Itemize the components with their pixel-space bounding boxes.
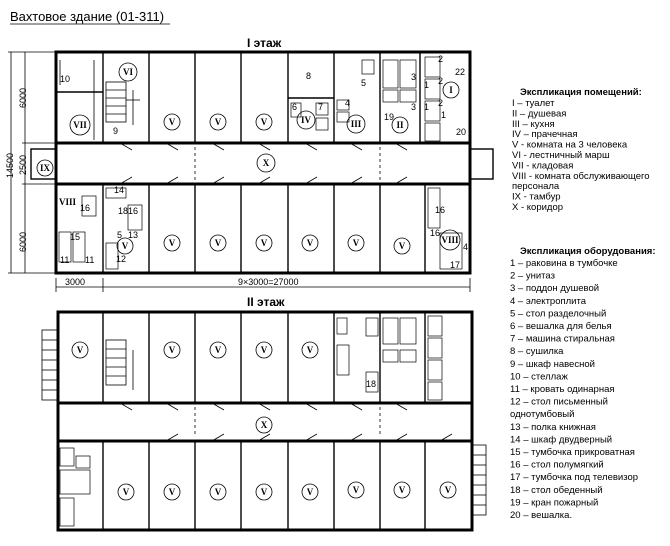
- legend-equipment-item: 12 – стол письменный: [510, 396, 608, 408]
- equipment-number: 3: [411, 102, 417, 112]
- equipment-number: 3: [411, 72, 417, 82]
- room-code-v: V: [306, 345, 314, 355]
- legend-equipment-item: 14 – шкаф двудверный: [510, 434, 613, 446]
- legend-equipment-item: 20 – вешалка.: [510, 510, 573, 521]
- legend-equipment-item: 4 – электроплита: [510, 295, 587, 307]
- legend-room-item: VI - лестничный марш: [512, 150, 610, 161]
- room-code-v: V: [398, 241, 406, 251]
- equipment-number: 4: [463, 242, 469, 252]
- legend-equipment-item: 13 – полка книжная: [510, 421, 596, 433]
- legend-rooms: [512, 87, 650, 213]
- legend-equipment-item: однотумбовый: [510, 409, 575, 421]
- legend-equipment-item: 16 – стол полумягкий: [510, 459, 604, 471]
- dim-total: 14500: [5, 152, 15, 178]
- room-code-vii: VII: [73, 120, 87, 130]
- room-code-v: V: [306, 487, 314, 497]
- legend-equipment-item: 5 – стол разделочный: [510, 308, 607, 320]
- equipment-number: 5: [361, 78, 367, 88]
- legend-equipment-item: 9 – шкаф навесной: [510, 358, 595, 370]
- room-code-ii: II: [396, 120, 404, 130]
- equipment-number: 2: [438, 98, 444, 108]
- legend-room-item: V - комната на 3 человека: [512, 139, 628, 151]
- legend-room-item: III – кухня: [512, 118, 555, 130]
- equipment-number: 16: [80, 203, 91, 213]
- room-code-v: V: [444, 485, 452, 495]
- equipment-number: 22: [455, 67, 466, 77]
- legend-equipment-item: 6 – вешалка для белья: [510, 321, 612, 332]
- equipment-number: 16: [128, 206, 139, 216]
- legend-rooms-heading: Экспликация помещений:: [520, 87, 642, 98]
- room-code-vi: VI: [122, 67, 134, 77]
- equipment-number: 7: [318, 102, 324, 112]
- equipment-number: 5: [117, 230, 123, 240]
- legend-room-item: VII - кладовая: [512, 160, 574, 172]
- room-code-v: V: [168, 238, 176, 248]
- equipment-number: 18: [366, 379, 377, 389]
- room-code-x: X: [262, 158, 270, 168]
- room-code-v: V: [306, 238, 314, 248]
- equipment-number: 13: [128, 230, 139, 240]
- legend-equipment-item: 10 – стеллаж: [510, 371, 568, 383]
- legend-room-item: II – душевая: [512, 108, 567, 120]
- equipment-number: 20: [456, 127, 467, 137]
- equipment-number: 16: [430, 228, 441, 238]
- room-code-v: V: [260, 345, 268, 355]
- legend-room-item: персонала: [512, 181, 560, 193]
- equipment-number: 2: [438, 76, 444, 86]
- equipment-number: 17: [450, 260, 461, 270]
- room-code-v: V: [214, 487, 222, 497]
- legend-equipment: [510, 246, 656, 521]
- legend-equipment-item: 15 – тумбочка прикроватная: [510, 447, 635, 458]
- legend-room-item: I – туалет: [512, 98, 555, 109]
- room-code-v: V: [122, 487, 130, 497]
- room-code-v: V: [214, 117, 222, 127]
- legend-equipment-item: 1 – раковина в тумбочке: [510, 258, 618, 269]
- equipment-number: 4: [345, 98, 351, 108]
- room-code-ix: IX: [39, 163, 51, 173]
- room-code-v: V: [352, 238, 360, 248]
- legend-equipment-item: 11 – кровать одинарная: [510, 384, 615, 395]
- equipment-number: 18: [118, 206, 129, 216]
- legend-equipment-item: 2 – унитаз: [510, 270, 555, 282]
- dim-mid: 2500: [18, 154, 28, 175]
- legend-equipment-item: 7 – машина стиральная: [510, 333, 615, 345]
- equipment-number: 16: [435, 205, 446, 215]
- equipment-number: 12: [116, 254, 127, 264]
- legend-equipment-item: 8 – сушилка: [510, 346, 564, 358]
- equipment-number: 2: [438, 54, 444, 64]
- room-code-iii: III: [350, 119, 362, 129]
- room-code-i: I: [449, 85, 453, 95]
- room-code-v: V: [214, 238, 222, 248]
- room-code-viii: VIII: [441, 235, 459, 245]
- legend-room-item: IX - тамбур: [512, 191, 561, 203]
- room-code-v: V: [260, 238, 268, 248]
- room-code-v: V: [260, 487, 268, 497]
- room-code-viii: VIII: [59, 197, 77, 207]
- equipment-number: 11: [60, 255, 70, 265]
- equipment-number: 11: [85, 255, 95, 265]
- legend-room-item: VIII - комната обслуживающего: [512, 170, 650, 182]
- legend-room-item: IV – прачечная: [512, 129, 578, 141]
- legend-equipment-heading: Экспликация оборудования:: [520, 246, 656, 257]
- room-code-v: V: [214, 345, 222, 355]
- dim-bay: 3000: [65, 277, 86, 287]
- dim-span: 9×3000=27000: [238, 277, 299, 287]
- room-code-v: V: [352, 485, 360, 495]
- equipment-number: 14: [114, 185, 125, 195]
- room-code-v: V: [168, 117, 176, 127]
- dim-bottom: 6000: [18, 231, 28, 252]
- room-code-v: V: [398, 485, 406, 495]
- drawing-title: Вахтовое здание (01-311): [10, 9, 165, 24]
- room-code-iv: IV: [300, 115, 312, 125]
- equipment-number: 15: [70, 232, 81, 242]
- legend-equipment-item: 17 – тумбочка под телевизор: [510, 472, 639, 484]
- room-code-v: V: [260, 117, 268, 127]
- equipment-number: 1: [441, 110, 447, 120]
- legend-room-item: X - коридор: [512, 202, 564, 213]
- room-code-v: V: [76, 345, 84, 355]
- room-code-v: V: [121, 241, 129, 251]
- equipment-number: 1: [424, 102, 430, 112]
- floor-1-label: I этаж: [247, 36, 282, 50]
- legend-equipment-item: 3 – поддон душевой: [510, 283, 600, 295]
- equipment-number: 19: [384, 112, 395, 122]
- legend-equipment-item: 19 – кран пожарный: [510, 497, 599, 509]
- legend-equipment-item: 18 – стол обеденный: [510, 484, 603, 496]
- dim-top: 6000: [18, 87, 28, 108]
- room-code-v: V: [168, 487, 176, 497]
- equipment-number: 10: [60, 74, 71, 84]
- floor-2-room-codes: [72, 342, 456, 500]
- equipment-number: 6: [292, 102, 298, 112]
- room-code-x: X: [260, 420, 268, 430]
- equipment-number: 9: [113, 126, 119, 136]
- equipment-number: 1: [424, 80, 430, 90]
- floor-2-label: II этаж: [247, 295, 285, 309]
- floor-2-plan: [42, 312, 486, 530]
- equipment-number: 8: [306, 71, 312, 81]
- corridor-doors: [120, 403, 452, 441]
- room-code-v: V: [168, 345, 176, 355]
